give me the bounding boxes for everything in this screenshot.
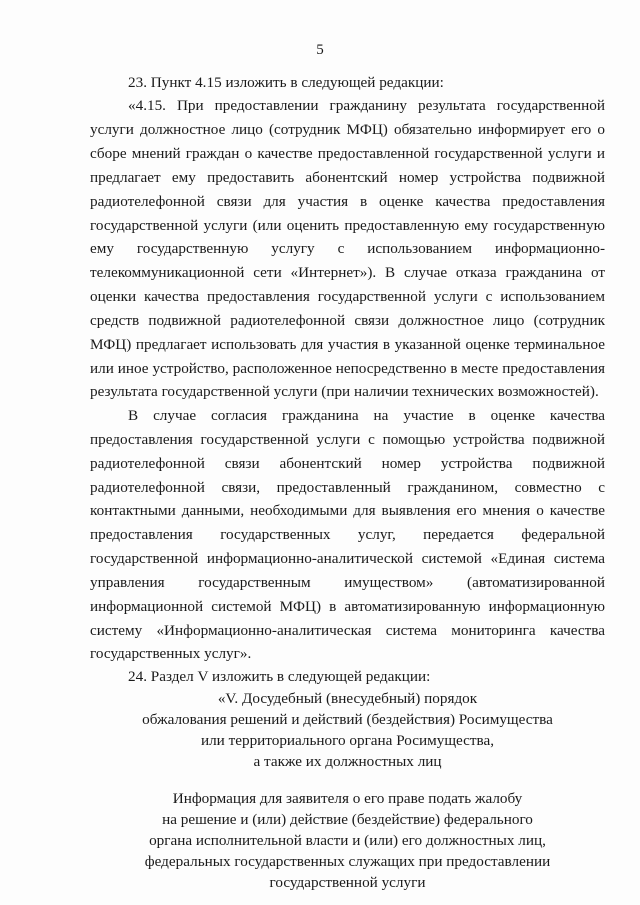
paragraph-1-line: радиотелефонной связи для участия в оценке качества предоставления — [90, 193, 605, 210]
section-title-line: «V. Досудебный (внесудебный) порядок — [217, 690, 478, 707]
item-23-heading: 23. Пункт 4.15 изложить в следующей редакции: — [128, 74, 444, 91]
paragraph-2-line: радиотелефонной связи абонентский номер устройства подвижной — [90, 455, 605, 472]
paragraph-1-line: государственной услуги (или оценить предоставленную ему государственную — [90, 217, 605, 234]
paragraph-2-line: В случае согласия гражданина на участие в оценке качества — [128, 407, 605, 424]
paragraph-2-line: контактными данными, необходимыми для выявления его мнения о качестве — [90, 502, 605, 519]
paragraph-1-line: сборе мнений граждан о качестве предоставленной государственной услуги и — [90, 145, 605, 162]
paragraph-1-line: средств подвижной радиотелефонной связи должностное лицо (сотрудник — [90, 312, 605, 329]
item-24-heading: 24. Раздел V изложить в следующей редакции: — [128, 668, 431, 685]
paragraph-1-line: телекоммуникационной сети «Интернет»). В случае отказа гражданина от — [90, 264, 605, 281]
section-title-line: или территориального органа Росимущества, — [200, 732, 495, 749]
paragraph-2-line: управления государственным имуществом» (автоматизированной — [90, 574, 605, 591]
paragraph-2-line: радиотелефонной связи, предоставленный гражданином, совместно с — [90, 479, 605, 496]
paragraph-2-line: государственной информационно-аналитической системой «Единая система — [90, 550, 605, 567]
section-title-line: а также их должностных лиц — [253, 753, 442, 770]
paragraph-2-line: предоставления государственной услуги с помощью устройства подвижной — [90, 431, 605, 448]
paragraph-2-line: систему «Информационно-аналитическая система мониторинга качества — [90, 622, 605, 639]
paragraph-1-line: МФЦ) предлагает использовать для участия в указанной оценке терминальное — [90, 336, 605, 353]
paragraph-1-line: результата государственной услуги (при наличии технических возможностей). — [90, 383, 599, 400]
paragraph-1-line: предлагает ему предоставить абонентский номер устройства подвижной — [90, 169, 605, 186]
paragraph-2-line: государственных услуг». — [90, 645, 252, 662]
paragraph-1-line: или иное устройство, расположенное непосредственно в месте предоставления — [90, 360, 605, 377]
paragraph-2-line: информационной системой МФЦ) в автоматизированную информационную — [90, 598, 605, 615]
subsection-title-line: Информация для заявителя о его праве подать жалобу — [172, 790, 523, 807]
subsection-title-line: государственной услуги — [269, 874, 426, 891]
paragraph-1-line: оценки качества предоставления государственной услуги с использованием — [90, 288, 605, 305]
page-number: 5 — [316, 42, 324, 58]
paragraph-1-line: ему государственную услугу с использованием информационно- — [90, 240, 605, 257]
paragraph-1-line: услуги должностное лицо (сотрудник МФЦ) обязательно информирует его о — [90, 121, 605, 138]
subsection-title-line: органа исполнительной власти и (или) его должностных лиц, — [149, 832, 546, 849]
subsection-title-line: федеральных государственных служащих при предоставлении — [144, 853, 551, 870]
paragraph-1-line: «4.15. При предоставлении гражданину результата государственной — [128, 97, 605, 114]
section-title-line: обжалования решений и действий (бездействия) Росимущества — [142, 711, 553, 728]
paragraph-2-line: предоставления государственных услуг, передается федеральной — [90, 526, 605, 543]
subsection-title-line: на решение и (или) действие (бездействие) федерального — [162, 811, 533, 828]
